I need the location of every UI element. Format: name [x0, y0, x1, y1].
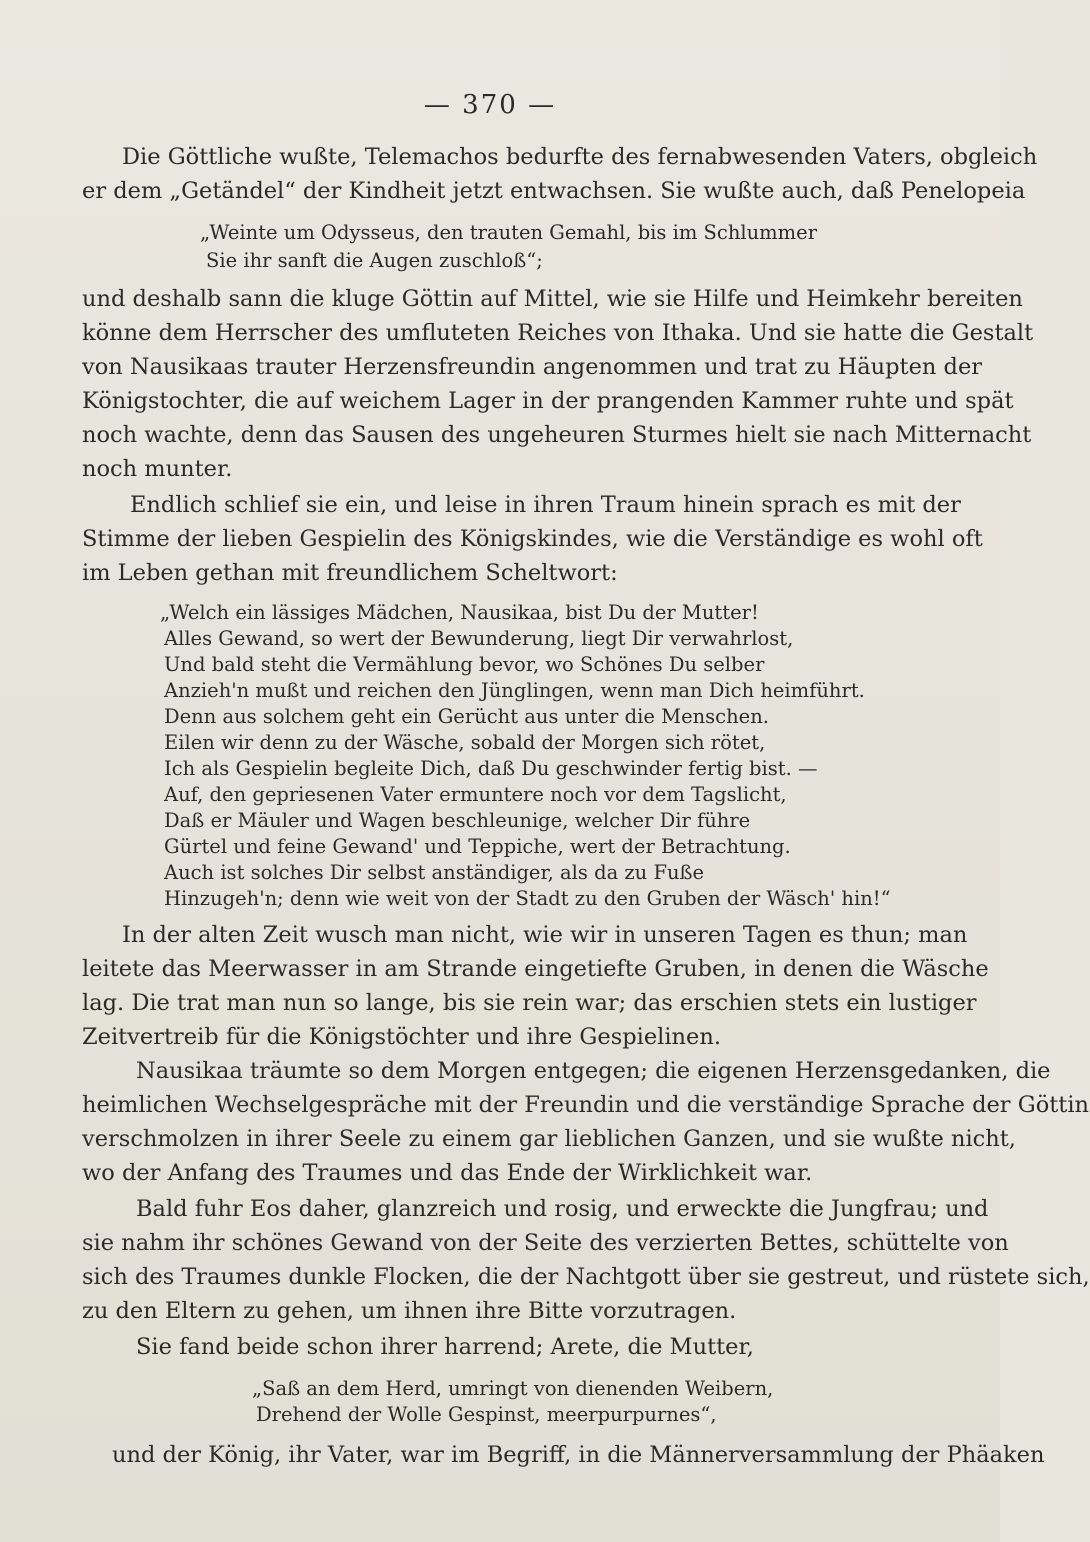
verse-line: Denn aus solchem geht ein Gerücht aus unter die Menschen.	[164, 705, 769, 728]
text-line: sich des Traumes dunkle Flocken, die der Nachtgott über sie gestreut, und rüstete sich,	[82, 1264, 1090, 1290]
text-line: wo der Anfang des Traumes und das Ende der Wirklichkeit war.	[82, 1160, 813, 1186]
text-line: und der König, ihr Vater, war im Begriff, in die Männerversammlung der Phäaken	[112, 1442, 1045, 1468]
text-line: im Leben gethan mit freundlichem Scheltwort:	[82, 560, 618, 586]
verse-line: Auf, den gepriesenen Vater ermuntere noch vor dem Tagslicht,	[164, 783, 787, 806]
text-line: Die Göttliche wußte, Telemachos bedurfte des fernabwesenden Vaters, obgleich	[122, 144, 1038, 170]
text-line: verschmolzen in ihrer Seele zu einem gar lieblichen Ganzen, und sie wußte nicht,	[82, 1126, 1016, 1152]
verse-line: Ich als Gespielin begleite Dich, daß Du geschwinder fertig bist. —	[164, 757, 818, 780]
text-line: und deshalb sann die kluge Göttin auf Mittel, wie sie Hilfe und Heimkehr bereiten	[82, 286, 1023, 312]
text-line: zu den Eltern zu gehen, um ihnen ihre Bitte vorzutragen.	[82, 1298, 737, 1324]
text-line: Endlich schlief sie ein, und leise in ihren Traum hinein sprach es mit der	[130, 492, 961, 518]
verse-line: „Weinte um Odysseus, den trauten Gemahl, bis im Schlummer	[200, 221, 818, 244]
text-line: heimlichen Wechselgespräche mit der Freundin und die verständige Sprache der Göttin	[82, 1092, 1090, 1118]
page-number: — 370 —	[423, 90, 557, 120]
text-line: Sie fand beide schon ihrer harrend; Arete, die Mutter,	[136, 1334, 754, 1360]
verse-line: Daß er Mäuler und Wagen beschleunige, welcher Dir führe	[164, 809, 751, 832]
verse-line: „Saß an dem Herd, umringt von dienenden Weibern,	[252, 1377, 774, 1400]
text-line: lag. Die trat man nun so lange, bis sie rein war; das erschien stets ein lustiger	[82, 990, 977, 1016]
text-line: er dem „Getändel“ der Kindheit jetzt entwachsen. Sie wußte auch, daß Penelopeia	[82, 178, 1026, 204]
text-line: Stimme der lieben Gespielin des Königskindes, wie die Verständige es wohl oft	[82, 526, 983, 552]
verse-line: Und bald steht die Vermählung bevor, wo Schönes Du selber	[164, 653, 765, 676]
text-line: In der alten Zeit wusch man nicht, wie wir in unseren Tagen es thun; man	[122, 922, 968, 948]
text-line: sie nahm ihr schönes Gewand von der Seite des verzierten Bettes, schüttelte von	[82, 1230, 1009, 1256]
verse-line: Anzieh'n mußt und reichen den Jünglingen, wenn man Dich heimführt.	[164, 679, 865, 702]
text-line: leitete das Meerwasser in am Strande eingetiefte Gruben, in denen die Wäsche	[82, 956, 989, 982]
verse-line: Eilen wir denn zu der Wäsche, sobald der Morgen sich rötet,	[164, 731, 766, 754]
verse-line: „Welch ein lässiges Mädchen, Nausikaa, bist Du der Mutter!	[160, 601, 759, 624]
text-line: von Nausikaas trauter Herzensfreundin angenommen und trat zu Häupten der	[82, 354, 983, 380]
text-line: Nausikaa träumte so dem Morgen entgegen; die eigenen Herzensgedanken, die	[136, 1058, 1051, 1084]
verse-line: Hinzugeh'n; denn wie weit von der Stadt zu den Gruben der Wäsch' hin!“	[164, 887, 891, 910]
text-line: noch munter.	[82, 456, 233, 482]
verse-line: Drehend der Wolle Gespinst, meerpurpurnes“,	[256, 1403, 717, 1426]
verse-line: Gürtel und feine Gewand' und Teppiche, wert der Betrachtung.	[164, 835, 791, 858]
verse-line: Alles Gewand, so wert der Bewunderung, liegt Dir verwahrlost,	[164, 627, 794, 650]
text-line: Bald fuhr Eos daher, glanzreich und rosig, und erweckte die Jungfrau; und	[136, 1196, 989, 1222]
text-line: Zeitvertreib für die Königstöchter und ihre Gespielinen.	[82, 1024, 721, 1050]
text-line: Königstochter, die auf weichem Lager in der prangenden Kammer ruhte und spät	[82, 388, 1014, 414]
text-line: könne dem Herrscher des umfluteten Reiches von Ithaka. Und sie hatte die Gestalt	[82, 320, 1034, 346]
text-line: noch wachte, denn das Sausen des ungeheuren Sturmes hielt sie nach Mitternacht	[82, 422, 1032, 448]
verse-line: Auch ist solches Dir selbst anständiger, als da zu Fuße	[164, 861, 705, 884]
verse-line: Sie ihr sanft die Augen zuschloß“;	[206, 249, 543, 272]
